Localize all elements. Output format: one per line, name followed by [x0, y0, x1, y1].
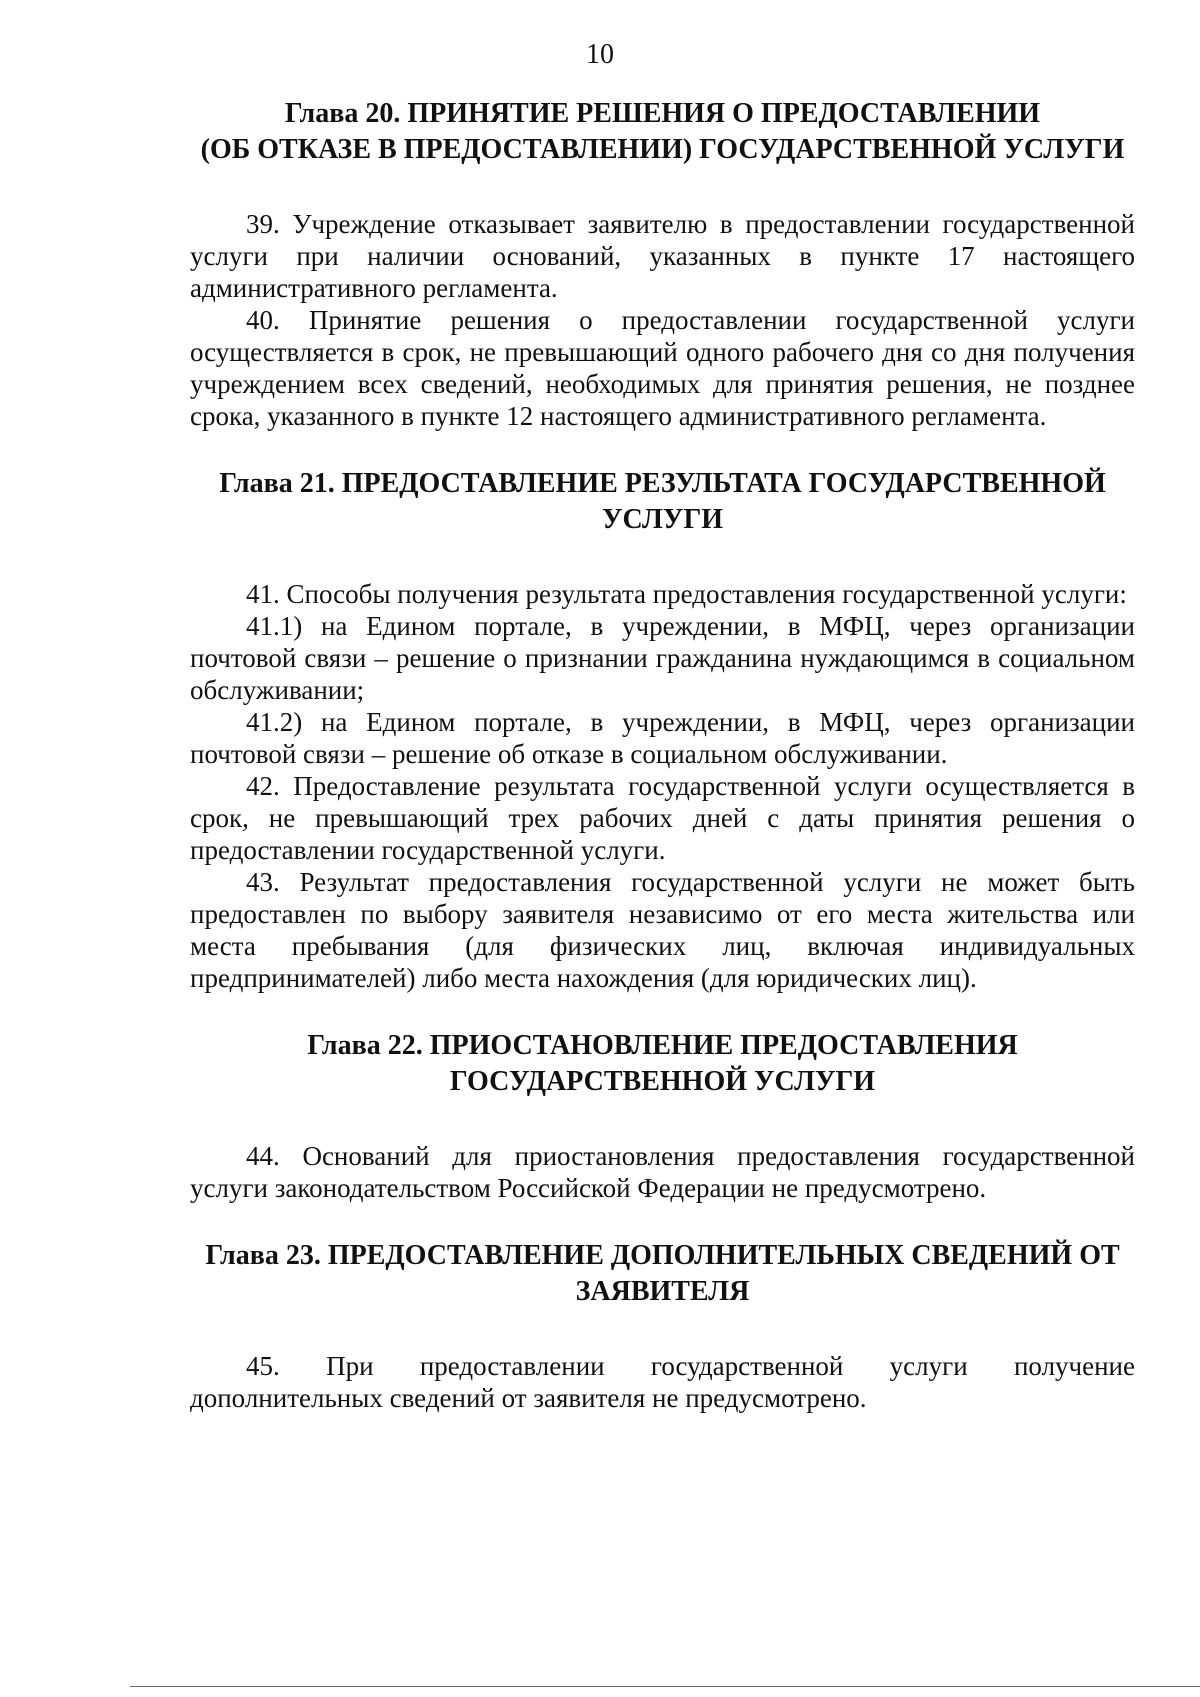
chapter-22-heading-line-1: Глава 22. ПРИОСТАНОВЛЕНИЕ ПРЕДОСТАВЛЕНИЯ [307, 1030, 1018, 1061]
document-body [190, 96, 1135, 1414]
chapter-20-heading-line-1: Глава 20. ПРИНЯТИЕ РЕШЕНИЯ О ПРЕДОСТАВЛЕНИИ [284, 98, 1041, 129]
chapter-22-heading [190, 1028, 1135, 1100]
paragraph-42: 42. Предоставление результата государственной услуги осуществляется в срок, не превышающий трех рабочих дней с даты принятия решения о предоставлении государственной услуги. [190, 771, 1135, 865]
paragraph-44: 44. Оснований для приостановления предоставления государственной услуги законодательством Российской Федерации не предусмотрено. [190, 1141, 1135, 1203]
chapter-21-heading [190, 466, 1135, 538]
paragraph-43: 43. Результат предоставления государственной услуги не может быть предоставлен по выбору заявителя независимо от его места жительства или места пребывания (для физических лиц, включая индивидуальных предпринимателей) либо места нахождения (для юридических лиц). [190, 867, 1135, 993]
paragraph-39: 39. Учреждение отказывает заявителю в предоставлении государственной услуги при наличии оснований, указанных в пункте 17 настоящего административного регламента. [190, 209, 1135, 303]
paragraph-41-2: 41.2) на Едином портале, в учреждении, в МФЦ, через организации почтовой связи – решение об отказе в социальном обслуживании. [190, 707, 1135, 769]
chapter-21-heading-line-1: Глава 21. ПРЕДОСТАВЛЕНИЕ РЕЗУЛЬТАТА ГОСУДАРСТВЕННОЙ [219, 468, 1106, 499]
paragraph-41-1: 41.1) на Едином портале, в учреждении, в МФЦ, через организации почтовой связи – решение о признании гражданина нуждающимся в социальном обслуживании; [190, 611, 1135, 705]
chapter-23-heading [190, 1238, 1135, 1310]
paragraph-41: 41. Способы получения результата предоставления государственной услуги: [246, 579, 1127, 609]
paragraph-45: 45. При предоставлении государственной услуги получение дополнительных сведений от заявителя не предусмотрено. [190, 1351, 1135, 1413]
chapter-22-heading-line-2: ГОСУДАРСТВЕННОЙ УСЛУГИ [449, 1066, 876, 1097]
page-number: 10 [586, 39, 614, 70]
chapter-21-heading-line-2: УСЛУГИ [601, 504, 724, 535]
bottom-scan-edge [130, 1686, 1200, 1687]
chapter-20-heading [190, 96, 1135, 168]
paragraph-40: 40. Принятие решения о предоставлении государственной услуги осуществляется в срок, не превышающий одного рабочего дня со дня получения учреждением всех сведений, необходимых для принятия решения, не позднее срока, указанного в пункте 12 настоящего административного регламента. [190, 305, 1135, 431]
chapter-23-heading-line-2: ЗАЯВИТЕЛЯ [575, 1276, 750, 1307]
chapter-20-heading-line-2: (ОБ ОТКАЗЕ В ПРЕДОСТАВЛЕНИИ) ГОСУДАРСТВЕННОЙ УСЛУГИ [200, 134, 1125, 165]
chapter-23-heading-line-1: Глава 23. ПРЕДОСТАВЛЕНИЕ ДОПОЛНИТЕЛЬНЫХ СВЕДЕНИЙ ОТ [205, 1240, 1120, 1271]
